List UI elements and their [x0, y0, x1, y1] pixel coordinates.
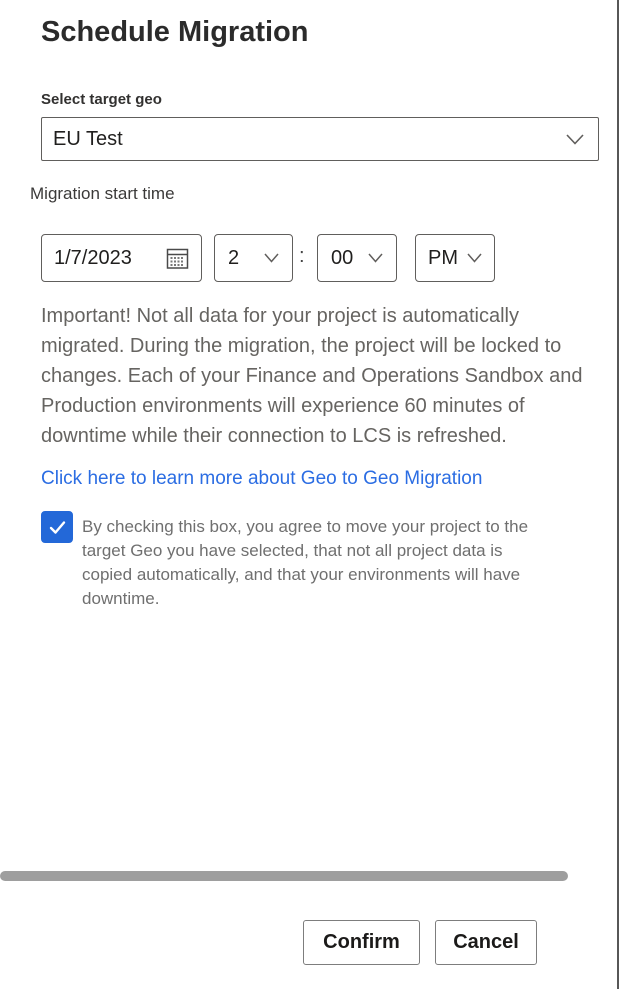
- chevron-down-icon: [264, 253, 279, 263]
- check-icon: [47, 517, 68, 538]
- time-separator: :: [299, 245, 305, 267]
- target-geo-value: EU Test: [53, 127, 123, 150]
- agreement-checkbox[interactable]: [41, 511, 73, 543]
- agreement-line: By checking this box, you agree to move your project to the: [82, 517, 529, 536]
- notice-line: Production environments will experience 60 minutes of: [41, 395, 525, 417]
- date-picker-input[interactable]: [41, 234, 202, 282]
- hour-dropdown[interactable]: [214, 234, 293, 282]
- meridiem-value: PM: [428, 246, 458, 269]
- calendar-icon[interactable]: [166, 247, 189, 270]
- target-geo-dropdown[interactable]: [41, 117, 599, 161]
- hour-value: 2: [228, 246, 240, 269]
- target-geo-label: Select target geo: [41, 91, 162, 108]
- minute-value: 00: [331, 246, 354, 269]
- page-title: Schedule Migration: [41, 16, 309, 48]
- notice-line: downtime while their connection to LCS is refreshed.: [41, 425, 507, 447]
- meridiem-dropdown[interactable]: [415, 234, 495, 282]
- cancel-button[interactable]: Cancel: [435, 920, 537, 965]
- notice-line: migrated. During the migration, the project will be locked to: [41, 335, 562, 357]
- horizontal-scrollbar-thumb[interactable]: [0, 871, 568, 881]
- agreement-line: copied automatically, and that your environments will have: [82, 565, 521, 584]
- confirm-button[interactable]: Confirm: [303, 920, 420, 965]
- minute-dropdown[interactable]: [317, 234, 397, 282]
- agreement-label: [82, 515, 528, 611]
- chevron-down-icon: [368, 253, 383, 263]
- notice-line: changes. Each of your Finance and Operations Sandbox and: [41, 365, 583, 387]
- date-value: 1/7/2023: [54, 246, 132, 269]
- chevron-down-icon: [566, 134, 584, 145]
- start-time-label: Migration start time: [30, 184, 175, 203]
- agreement-line: downtime.: [82, 589, 160, 608]
- notice-line: Important! Not all data for your project is automatically: [41, 305, 519, 327]
- agreement-line: target Geo you have selected, that not all project data is: [82, 541, 503, 560]
- chevron-down-icon: [467, 253, 482, 263]
- migration-notice: [41, 301, 582, 451]
- learn-more-link[interactable]: Click here to learn more about Geo to Geo Migration: [41, 468, 483, 489]
